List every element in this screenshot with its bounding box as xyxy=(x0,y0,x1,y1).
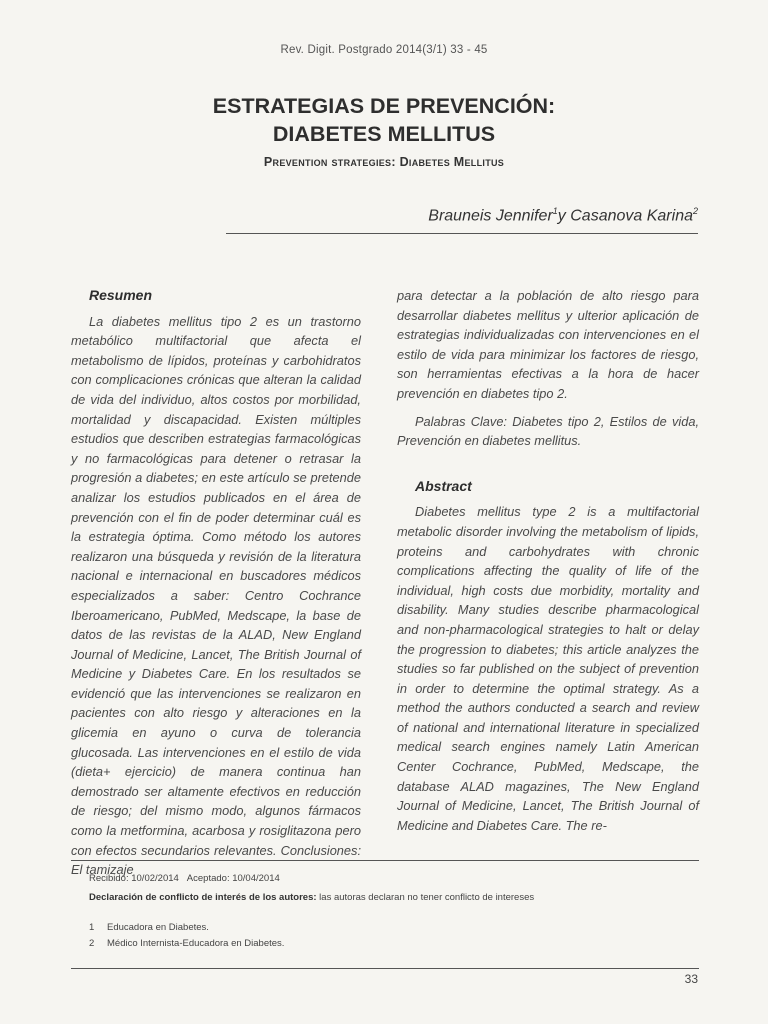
bottom-divider xyxy=(71,968,699,969)
footnote-2 xyxy=(89,938,284,949)
article-subtitle: Prevention strategies: Diabetes Mellitus xyxy=(263,155,505,169)
resumen-body: La diabetes mellitus tipo 2 es un trastorno metabólico multifactorial que afecta el metabolismo de lípidos, proteínas y carbohidratos con complicaciones crónicas que alteran la calidad de vida del individuo, altos costos por morbilidad, mortalidad y discapacidad. Existen múltiples estudios que describen estrategias farmacológicas y no farmacológicas para detener o retrasar la progresión a diabetes; en este artículo se pretende analizar los estudios publicados en el área de prevención con el fin de poder determinar cuál es la estrategia óptima. Como método los autores realizaron una búsqueda y revisión de la literatura nacional e internacional en buscadores médicos especializados a saber: Centro Cochrance Iberoamericano, PubMed, Medscape, la base de datos de las revistas de la ALAD, New England Journal of Medicine, Lancet, The British Journal of Medicine y Diabetes Care. En los resultados se evidenció que las intervenciones se realizaron en pacientes con alto riesgo y alteraciones en la glicemia en ayuno o curva de tolerancia glucosada. Las intervenciones en el estilo de vida (dieta+ ejercicio) de manera continua han demostrado ser altamente efectivos en reducción de riesgo; del mismo modo, algunos fármacos como la metformina, acarbosa y rosiglitazona pero con efectos secundarios relevantes. Conclusiones: El tamizaje xyxy=(71,313,361,878)
abstract-heading: Abstract xyxy=(415,477,472,494)
author-1: Brauneis Jennifer xyxy=(428,207,553,225)
footer-divider xyxy=(71,860,699,861)
article-title xyxy=(0,92,768,148)
title-line-2: DIABETES MELLITUS xyxy=(272,122,496,146)
resumen-continuation: para detectar a la población de alto riesgo para desarrollar diabetes mellitus y ulterior aplicación de estrategias individualizadas con intervenciones en el estilo de vida para minimizar los factores de riesgo, son herramientas efectivas a la hora de hacer prevención en diabetes tipo 2. xyxy=(397,288,699,401)
footnote-number: 2 xyxy=(89,938,95,949)
author-1-affiliation: 1 xyxy=(552,206,558,216)
footnote-text: Médico Internista-Educadora en Diabetes. xyxy=(107,938,285,949)
right-column xyxy=(397,286,699,835)
author-2-affiliation: 2 xyxy=(692,206,698,216)
footnote-1 xyxy=(89,922,209,933)
journal-reference: Rev. Digit. Postgrado 2014(3/1) 33 - 45 xyxy=(280,44,488,56)
resumen-heading: Resumen xyxy=(89,287,153,303)
title-line-1: ESTRATEGIAS DE PREVENCIÓN: xyxy=(212,94,556,118)
dates-line xyxy=(89,873,280,884)
page-number: 33 xyxy=(684,972,698,986)
accepted-date: Aceptado: 10/04/2014 xyxy=(186,873,280,884)
author-divider xyxy=(226,233,698,234)
author-2: y Casanova Karina xyxy=(557,207,693,225)
keywords: Palabras Clave: Diabetes tipo 2, Estilos de vida, Prevención en diabetes mellitus. xyxy=(397,413,699,449)
conflict-of-interest xyxy=(89,892,534,903)
received-date: Recibido: 10/02/2014 xyxy=(89,873,179,884)
footnote-text: Educadora en Diabetes. xyxy=(107,922,209,933)
conflict-label: Declaración de conflicto de interés de los autores: xyxy=(89,892,317,903)
abstract-body: Diabetes mellitus type 2 is a multifactorial metabolic disorder involving the metabolism of lipids, proteins and carbohydrates with chronic complications affecting the quality of life of the individual, high costs due morbidity, mortality and disability. Many studies describe pharmacological and non-pharmacological strategies to halt or delay the progression to diabetes; this article analyzes the studies so far published on the subject of prevention in order to determine the optimal strategy. As a method the authors conducted a search and review of national and international literature in specialized medical search engines namely Latin American Center Cochrance, PubMed, Medscape, the database ALAD magazines, The New England Journal of Medicine, Lancet, The British Journal of Medicine and Diabetes Care. The re- xyxy=(397,504,699,833)
authors-line xyxy=(428,206,698,225)
left-column xyxy=(71,286,361,880)
footnote-number: 1 xyxy=(89,922,95,933)
conflict-text: las autoras declaran no tener conflicto de intereses xyxy=(316,892,535,903)
